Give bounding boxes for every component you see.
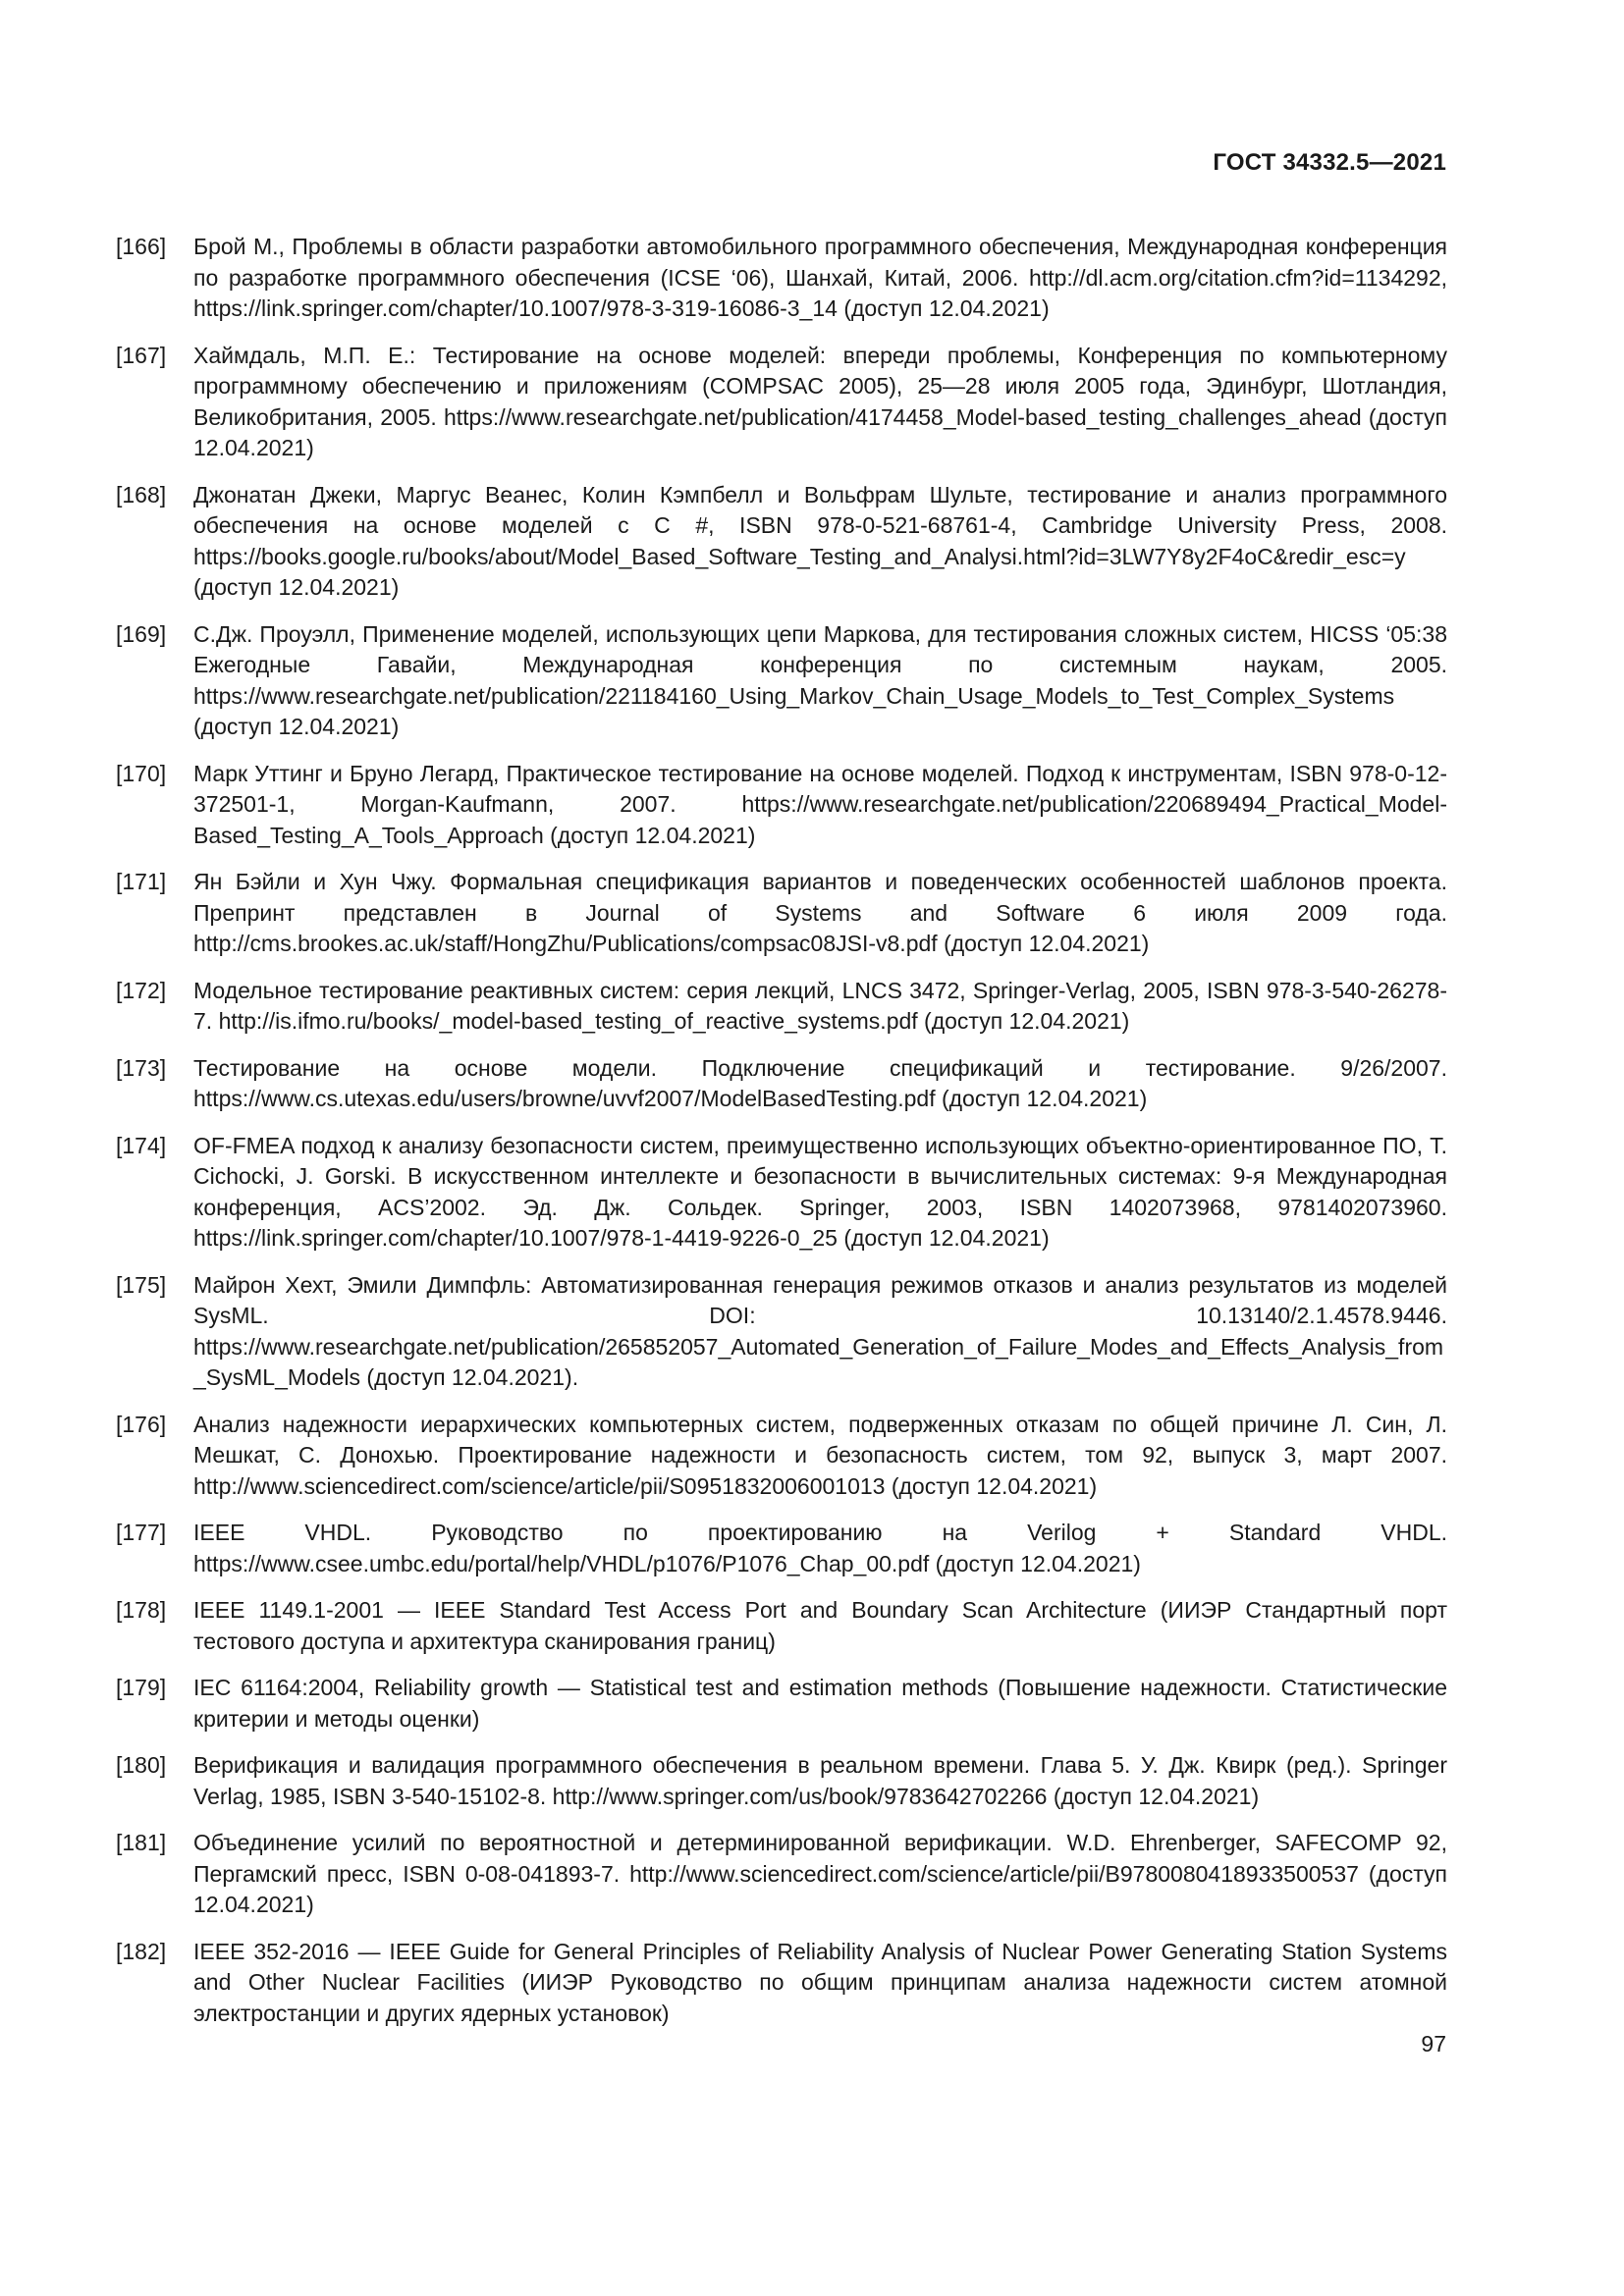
reference-text: Модельное тестирование реактивных систем: серия лекций, LNCS 3472, Springer-Verlag, 2005, ISBN 978-3-540-26278-7. http://is.ifmo.ru/books/_model-based_testing_of_reactive_systems.pdf (доступ 12.04.2021): [193, 977, 1447, 1034]
reference-text: Майрон Хехт, Эмили Димпфль: Автоматизированная генерация режимов отказов и анализ результатов из моделей SysML. DOI: 10.13140/2.1.4578.9446. https://www.researchgate.net/publication/265852057_Automated_Generation_of_Failure_Modes_and_Effects_Analysis_from_SysML_Models (доступ 12.04.2021).: [193, 1271, 1447, 1390]
reference-number: [179]: [116, 1675, 167, 1700]
reference-number: [177]: [116, 1520, 167, 1545]
reference-text: IEC 61164:2004, Reliability growth — Statistical test and estimation methods (Повышение надежности. Статистические критерии и методы оценки): [193, 1675, 1447, 1732]
reference-number: [170]: [116, 760, 167, 786]
reference-text: Тестирование на основе модели. Подключение спецификаций и тестирование. 9/26/2007. https://www.cs.utexas.edu/users/browne/uvvf2007/ModelBasedTesting.pdf (доступ 12.04.2021): [193, 1054, 1447, 1111]
reference-item: [116, 976, 1447, 1038]
reference-text: Верификация и валидация программного обеспечения в реальном времени. Глава 5. У. Дж. Квирк (ред.). Springer Verlag, 1985, ISBN 3-540-15102-8. http://www.springer.com/us/book/9783642702266 (доступ 12.04.2021): [193, 1752, 1447, 1809]
reference-text: Брой М., Проблемы в области разработки автомобильного программного обеспечения, Международная конференция по разработке программного обеспечения (ICSE ‘06), Шанхай, Китай, 2006. http://dl.acm.org/citation.cfm?id=1134292, https://link.springer.com/chapter/10.1007/978-3-319-16086-3_14 (доступ 12.04.2021): [193, 234, 1447, 321]
reference-number: [178]: [116, 1597, 167, 1623]
reference-item: [116, 232, 1447, 325]
reference-text: OF-FMEA подход к анализу безопасности систем, преимущественно использующих объектно-ориентированное ПО, T. Cichocki, J. Gorski. В искусственном интеллекте и безопасности в вычислительных системах: 9-я Международная конференция, ACS’2002. Эд. Дж. Сольдек. Springer, 2003, ISBN 1402073968, 9781402073960. https://link.springer.com/chapter/10.1007/978-1-4419-9226-0_25 (доступ 12.04.2021): [193, 1132, 1447, 1251]
reference-item: [116, 1410, 1447, 1503]
reference-item: [116, 1270, 1447, 1394]
reference-number: [168]: [116, 481, 167, 507]
reference-item: [116, 341, 1447, 464]
reference-item: [116, 619, 1447, 743]
reference-item: [116, 867, 1447, 960]
reference-item: [116, 1828, 1447, 1921]
reference-number: [172]: [116, 977, 167, 1003]
reference-item: [116, 1595, 1447, 1657]
reference-text: Хаймдаль, М.П. Е.: Тестирование на основе моделей: впереди проблемы, Конференция по компьютерному программному обеспечению и приложениям (COMPSAC 2005), 25—28 июля 2005 года, Эдинбург, Шотландия, Великобритания, 2005. https://www.researchgate.net/publication/4174458_Model-based_testing_challenges_ahead (доступ 12.04.2021): [193, 342, 1447, 460]
reference-text: Анализ надежности иерархических компьютерных систем, подверженных отказам по общей причине Л. Син, Л. Мешкат, С. Донохью. Проектирование надежности и безопасность систем, том 92, выпуск 3, март 2007. http://www.sciencedirect.com/science/article/pii/S0951832006001013 (доступ 12.04.2021): [193, 1411, 1447, 1499]
reference-text: Джонатан Джеки, Маргус Веанес, Колин Кэмпбелл и Вольфрам Шульте, тестирование и анализ программного обеспечения на основе моделей с C #, ISBN 978-0-521-68761-4, Cambridge University Press, 2008. https://books.google.ru/books/about/Model_Based_Software_Testing_and_Analysi.html?id=3LW7Y8y2F4oC&redir_esc=y (доступ 12.04.2021): [193, 481, 1447, 600]
reference-item: [116, 1673, 1447, 1735]
reference-number: [167]: [116, 342, 167, 368]
reference-text: Объединение усилий по вероятностной и детерминированной верификации. W.D. Ehrenberger, SAFECOMP 92, Пергамский пресс, ISBN 0-08-041893-7. http://www.sciencedirect.com/science/article/pii/B9780080418933500537 (доступ 12.04.2021): [193, 1830, 1447, 1917]
reference-text: IEEE VHDL. Руководство по проектированию на Verilog + Standard VHDL. https://www.csee.umbc.edu/portal/help/VHDL/p1076/P1076_Chap_00.pdf (доступ 12.04.2021): [193, 1520, 1447, 1576]
reference-item: [116, 759, 1447, 852]
reference-text: IEEE 1149.1-2001 — IEEE Standard Test Access Port and Boundary Scan Architecture (ИИЭР Стандартный порт тестового доступа и архитектура сканирования границ): [193, 1597, 1447, 1654]
reference-number: [171]: [116, 869, 167, 894]
reference-number: [169]: [116, 620, 167, 647]
reference-text: IEEE 352-2016 — IEEE Guide for General Principles of Reliability Analysis of Nuclear Power Generating Station Systems and Other Nuclear Facilities (ИИЭР Руководство по общим принципам анализа надежности систем атомной электростанции и других ядерных установок): [193, 1938, 1447, 2026]
reference-number: [176]: [116, 1411, 167, 1437]
document-code-header: ГОСТ 34332.5—2021: [1213, 149, 1446, 176]
reference-number: [175]: [116, 1271, 167, 1298]
reference-item: [116, 1053, 1447, 1115]
reference-item: [116, 1518, 1447, 1579]
reference-number: [173]: [116, 1054, 167, 1081]
reference-number: [166]: [116, 234, 167, 259]
reference-text: С.Дж. Проуэлл, Применение моделей, использующих цепи Маркова, для тестирования сложных систем, HICSS ‘05:38 Ежегодные Гавайи, Международная конференция по системным наукам, 2005. https://www.researchgate.net/publication/221184160_Using_Markov_Chain_Usage_Models_to_Test_Complex_Systems (доступ 12.04.2021): [193, 620, 1447, 739]
reference-text: Марк Уттинг и Бруно Легард, Практическое тестирование на основе моделей. Подход к инструментам, ISBN 978-0-12-372501-1, Morgan-Kaufmann, 2007. https://www.researchgate.net/publication/220689494_Practical_Model-Based_Testing_A_Tools_Approach (доступ 12.04.2021): [193, 760, 1447, 848]
reference-item: [116, 480, 1447, 604]
reference-number: [174]: [116, 1132, 167, 1158]
page-number: 97: [1421, 2031, 1446, 2056]
references-list: [116, 232, 1447, 2045]
reference-item: [116, 1131, 1447, 1255]
reference-number: [181]: [116, 1830, 167, 1855]
reference-text: Ян Бэйли и Хун Чжу. Формальная спецификация вариантов и поведенческих особенностей шаблонов проекта. Препринт представлен в Journal of Systems and Software 6 июля 2009 года. http://cms.brookes.ac.uk/staff/HongZhu/Publications/compsac08JSI-v8.pdf (доступ 12.04.2021): [193, 869, 1447, 956]
reference-item: [116, 1937, 1447, 2030]
reference-number: [182]: [116, 1938, 167, 1964]
reference-number: [180]: [116, 1752, 167, 1778]
reference-item: [116, 1750, 1447, 1812]
